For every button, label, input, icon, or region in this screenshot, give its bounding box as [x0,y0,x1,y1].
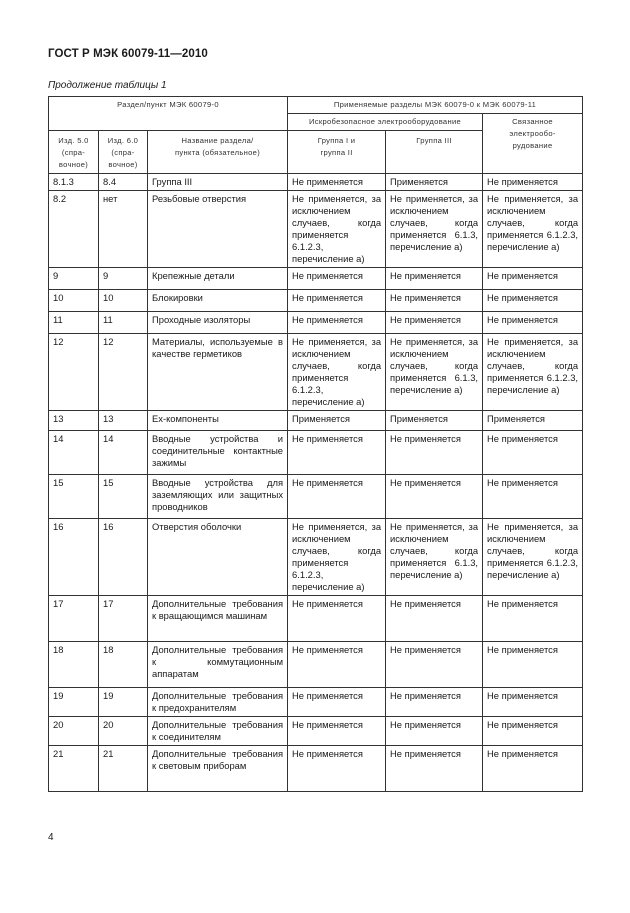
associated-equipment-cell: Не применяется [483,312,583,334]
group-1-2-cell: Не применяется, за исключением случаев, когда применяется 6.1.2.3, перечисление а) [288,191,386,268]
group-1-2-cell: Не применяется, за исключением случаев, когда применяется 6.1.2.3, перечисление а) [288,334,386,411]
edition-5-cell: 8.2 [49,191,99,268]
group-1-2-header: Группа I и группа II [288,131,386,174]
associated-equipment-cell: Применяется [483,411,583,431]
table-row [49,746,583,792]
associated-equipment-cell: Не применяется, за исключением случаев, когда применяется 6.1.2.3, перечисление а) [483,334,583,411]
edition-5-cell: 17 [49,596,99,642]
associated-equipment-cell: Не применяется [483,174,583,191]
intrinsically-safe-header: Искробезопасное электрооборудование [288,114,483,131]
edition-5-cell: 16 [49,519,99,596]
group-3-cell: Не применяется [386,688,483,717]
page-number: 4 [48,832,54,843]
edition-5-cell: 12 [49,334,99,411]
associated-equipment-cell: Не применяется [483,746,583,792]
edition-5-cell: 9 [49,268,99,290]
section-name-cell: Дополнительные требования к коммутационным аппаратам [148,642,288,688]
table-row [49,268,583,290]
table-row [49,174,583,191]
edition-6-cell: 10 [99,290,148,312]
edition-5-cell: 21 [49,746,99,792]
section-name-cell: Группа III [148,174,288,191]
edition-5-cell: 13 [49,411,99,431]
group-3-cell: Не применяется [386,312,483,334]
table-row [49,312,583,334]
edition-6-cell: 21 [99,746,148,792]
group-3-cell: Не применяется [386,290,483,312]
group-1-2-cell: Не применяется [288,746,386,792]
section-name-cell: Материалы, используемые в качестве герметиков [148,334,288,411]
group-1-2-cell: Не применяется [288,596,386,642]
document-header: ГОСТ Р МЭК 60079-11—2010 [48,48,208,60]
edition-6-cell: 20 [99,717,148,746]
associated-equipment-cell: Не применяется [483,717,583,746]
table-row [49,519,583,596]
edition-6-cell: 9 [99,268,148,290]
group-1-2-cell: Не применяется [288,431,386,475]
edition-6-cell: 19 [99,688,148,717]
group-1-2-cell: Не применяется, за исключением случаев, когда применяется 6.1.2.3, перечисление а) [288,519,386,596]
edition-6-cell: 14 [99,431,148,475]
edition-5-cell: 14 [49,431,99,475]
group-3-cell: Не применяется, за исключением случаев, когда применяется 6.1.3, перечисление а) [386,191,483,268]
edition-6-cell: 13 [99,411,148,431]
table-head-row-1 [49,97,583,114]
edition-5-cell: 10 [49,290,99,312]
section-name-cell: Дополнительные требования к предохранителям [148,688,288,717]
edition-5-cell: 20 [49,717,99,746]
group-3-cell: Не применяется [386,717,483,746]
associated-equipment-cell: Не применяется [483,688,583,717]
group-3-cell: Не применяется, за исключением случаев, когда применяется 6.1.3, перечисление а) [386,334,483,411]
edition-5-cell: 15 [49,475,99,519]
group-1-2-cell: Не применяется [288,688,386,717]
section-name-header: Название раздела/пункта (обязательное) [148,131,288,174]
edition-5-cell: 18 [49,642,99,688]
edition-6-cell: 15 [99,475,148,519]
edition-6-cell: 16 [99,519,148,596]
section-group-header: Раздел/пункт МЭК 60079-0 [49,97,288,131]
edition-6-cell: 11 [99,312,148,334]
edition-5-header: Изд. 5.0 (спра-вочное) [49,131,99,174]
edition-5-cell: 19 [49,688,99,717]
section-name-cell: Проходные изоляторы [148,312,288,334]
table-caption: Продолжение таблицы 1 [48,80,167,91]
section-name-cell: Крепежные детали [148,268,288,290]
associated-equipment-cell: Не применяется [483,642,583,688]
section-name-cell: Отверстия оболочки [148,519,288,596]
section-name-cell: Блокировки [148,290,288,312]
associated-equipment-header: Связанное электрообо-рудование [483,114,583,174]
group-3-cell: Не применяется [386,268,483,290]
group-1-2-cell: Не применяется [288,290,386,312]
group-3-cell: Не применяется [386,746,483,792]
table-row [49,191,583,268]
group-1-2-cell: Применяется [288,411,386,431]
applied-sections-header: Применяемые разделы МЭК 60079-0 к МЭК 60079-11 [288,97,583,114]
requirements-table [48,96,583,792]
group-1-2-cell: Не применяется [288,268,386,290]
associated-equipment-cell: Не применяется, за исключением случаев, когда применяется 6.1.2.3, перечисление а) [483,191,583,268]
table-row [49,596,583,642]
table-row [49,688,583,717]
associated-equipment-cell: Не применяется [483,596,583,642]
section-name-cell: Ех-компоненты [148,411,288,431]
section-name-cell: Вводные устройства и соединительные контактные зажимы [148,431,288,475]
associated-equipment-cell: Не применяется [483,475,583,519]
edition-5-cell: 11 [49,312,99,334]
section-name-cell: Дополнительные требования к вращающимся машинам [148,596,288,642]
group-1-2-cell: Не применяется [288,312,386,334]
group-1-2-cell: Не применяется [288,174,386,191]
group-3-cell: Применяется [386,174,483,191]
group-3-header: Группа III [386,131,483,174]
table-row [49,334,583,411]
edition-6-cell: нет [99,191,148,268]
group-1-2-cell: Не применяется [288,642,386,688]
group-3-cell: Не применяется, за исключением случаев, когда применяется 6.1.3, перечисление а) [386,519,483,596]
edition-6-cell: 12 [99,334,148,411]
group-3-cell: Не применяется [386,642,483,688]
table-row [49,717,583,746]
associated-equipment-cell: Не применяется [483,431,583,475]
group-3-cell: Применяется [386,411,483,431]
edition-6-cell: 8.4 [99,174,148,191]
associated-equipment-cell: Не применяется, за исключением случаев, когда применяется 6.1.2.3, перечисление а) [483,519,583,596]
section-name-cell: Вводные устройства для заземляющих или защитных проводников [148,475,288,519]
table-row [49,290,583,312]
table-row [49,431,583,475]
section-name-cell: Резьбовые отверстия [148,191,288,268]
edition-5-cell: 8.1.3 [49,174,99,191]
edition-6-header: Изд. 6.0 (спра-вочное) [99,131,148,174]
group-1-2-cell: Не применяется [288,475,386,519]
section-name-cell: Дополнительные требования к соединителям [148,717,288,746]
edition-6-cell: 17 [99,596,148,642]
group-3-cell: Не применяется [386,596,483,642]
group-3-cell: Не применяется [386,475,483,519]
table-row [49,411,583,431]
associated-equipment-cell: Не применяется [483,290,583,312]
section-name-cell: Дополнительные требования к световым приборам [148,746,288,792]
group-1-2-cell: Не применяется [288,717,386,746]
group-3-cell: Не применяется [386,431,483,475]
edition-6-cell: 18 [99,642,148,688]
associated-equipment-cell: Не применяется [483,268,583,290]
table-row [49,642,583,688]
table-row [49,475,583,519]
